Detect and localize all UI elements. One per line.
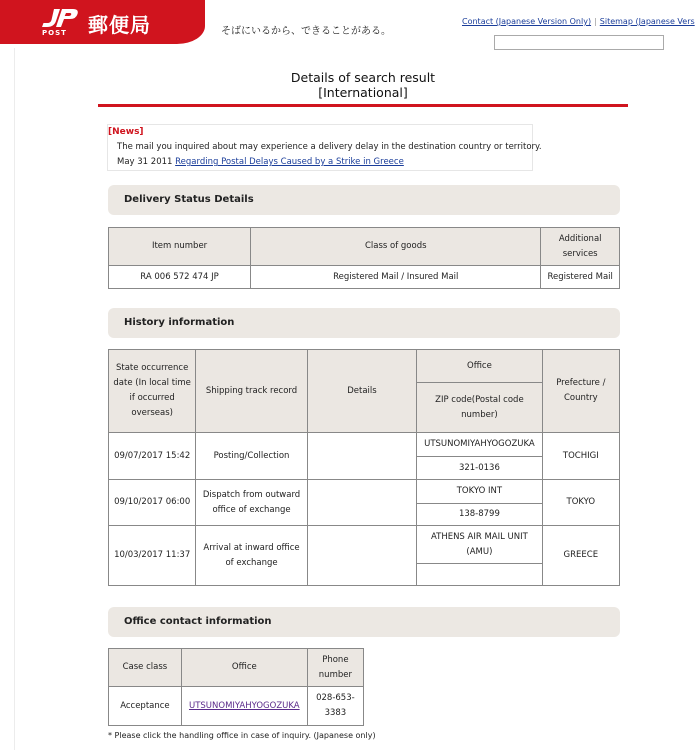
col-track-record: Shipping track record: [196, 350, 307, 433]
site-search-input[interactable]: [494, 35, 664, 50]
contact-link[interactable]: Contact (Japanese Version Only): [462, 17, 592, 26]
history-zip: 321-0136: [417, 457, 542, 480]
col-prefecture: Prefecture / Country: [542, 350, 619, 433]
office-contact-table: [108, 648, 364, 726]
col-contact-office: Office: [181, 649, 307, 687]
table-row: [109, 526, 620, 564]
news-box: [107, 124, 542, 171]
contact-office-cell: [181, 687, 307, 726]
col-details: Details: [307, 350, 416, 433]
history-prefecture: GREECE: [542, 526, 619, 586]
col-item-number: Item number: [109, 228, 251, 266]
col-zip-code: ZIP code(Postal code number): [417, 383, 542, 433]
page-title-line2: [International]: [318, 85, 408, 100]
history-heading-text: History information: [124, 317, 235, 328]
slogan: そばにいるから、できることがある。: [221, 26, 391, 37]
news-link[interactable]: Regarding Postal Delays Caused by a Strike in Greece: [175, 157, 404, 167]
history-zip: 138-8799: [417, 504, 542, 526]
additional-services: Registered Mail: [541, 266, 620, 289]
col-class-of-goods: Class of goods: [251, 228, 541, 266]
col-phone-number: Phone number: [307, 649, 363, 687]
table-row: [109, 266, 620, 289]
history-date: 09/10/2017 06:00: [109, 480, 196, 526]
history-track: Dispatch from outward office of exchange: [196, 480, 307, 526]
page-title-line1: Details of search result: [290, 70, 436, 85]
class-of-goods: Registered Mail / Insured Mail: [251, 266, 541, 289]
col-case-class: Case class: [109, 649, 182, 687]
table-row: [109, 480, 620, 504]
history-track: Posting/Collection: [196, 433, 307, 480]
history-track: Arrival at inward office of exchange: [196, 526, 307, 586]
history-date: 09/07/2017 15:42: [109, 433, 196, 480]
history-date: 10/03/2017 11:37: [109, 526, 196, 586]
sitemap-link[interactable]: Sitemap (Japanese Vers: [599, 17, 695, 26]
delivery-status-table: [108, 227, 620, 289]
history-prefecture: TOKYO: [542, 480, 619, 526]
news-label: [News]: [108, 127, 144, 137]
history-heading: [108, 308, 620, 338]
link-separator: |: [594, 17, 597, 26]
history-details: [307, 526, 416, 586]
jp-post-logo-icon: [40, 7, 80, 29]
news-item: [117, 157, 404, 167]
page-title: [98, 70, 628, 100]
history-office: TOKYO INT: [417, 480, 542, 504]
case-class: Acceptance: [109, 687, 182, 726]
title-divider: [98, 104, 628, 107]
logo-post-text: POST: [42, 29, 67, 37]
office-contact-heading-text: Office contact information: [124, 616, 272, 627]
history-office: UTSUNOMIYAHYOGOZUKA: [417, 433, 542, 457]
site-header: [0, 0, 695, 48]
history-prefecture: TOCHIGI: [542, 433, 619, 480]
history-details: [307, 433, 416, 480]
office-contact-heading: [108, 607, 620, 637]
top-links: [462, 17, 695, 26]
col-date: State occurrence date (In local time if occurred overseas): [109, 350, 196, 433]
history-details: [307, 480, 416, 526]
table-row: [109, 433, 620, 457]
history-table: [108, 349, 620, 586]
footnote: * Please click the handling office in case of inquiry. (Japanese only): [108, 731, 376, 740]
col-additional-services: Additional services: [541, 228, 620, 266]
delivery-status-heading: [108, 185, 620, 215]
logo-name: 郵便局: [88, 13, 151, 37]
news-date: May 31 2011: [117, 157, 173, 167]
col-office: Office: [417, 350, 542, 383]
table-row: [109, 687, 364, 726]
news-text: The mail you inquired about may experience a delivery delay in the destination country or territory.: [117, 142, 542, 152]
history-office: ATHENS AIR MAIL UNIT (AMU): [417, 526, 542, 564]
phone-number: 028-653-3383: [307, 687, 363, 726]
handling-office-link[interactable]: UTSUNOMIYAHYOGOZUKA: [188, 700, 300, 711]
japan-post-logo[interactable]: [0, 0, 205, 44]
delivery-status-heading-text: Delivery Status Details: [124, 194, 254, 205]
item-number: RA 006 572 474 JP: [109, 266, 251, 289]
page-left-border: [14, 48, 15, 750]
history-zip: [417, 564, 542, 586]
